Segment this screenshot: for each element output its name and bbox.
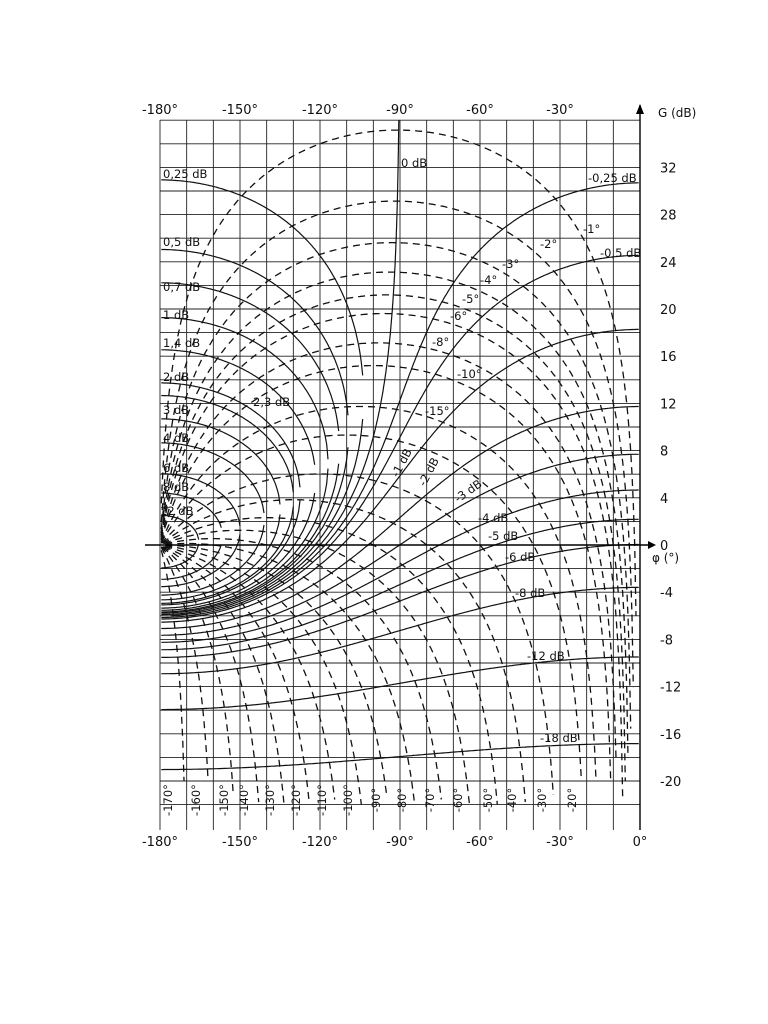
gain-label: 2,3 dB bbox=[253, 395, 291, 409]
phase-label-top: -8° bbox=[432, 335, 450, 349]
x-tick-bottom: -90° bbox=[386, 835, 414, 850]
y-tick: -8 bbox=[660, 633, 673, 649]
gain-label: -18 dB bbox=[540, 731, 578, 745]
y-tick: 8 bbox=[660, 444, 669, 460]
gain-label: -6 dB bbox=[505, 550, 536, 564]
gain-label: -3 dB bbox=[451, 476, 485, 506]
x-tick-bottom: 0° bbox=[632, 835, 648, 850]
phase-label-bottom: -160° bbox=[189, 784, 203, 816]
gain-label: -0,5 dB bbox=[600, 246, 642, 260]
gain-label: -12 dB bbox=[527, 649, 565, 663]
phase-label-top: -10° bbox=[457, 367, 482, 381]
gain-label: -0,25 dB bbox=[588, 171, 637, 185]
x-tick-bottom: -120° bbox=[301, 835, 339, 850]
phase-label-bottom: -150° bbox=[217, 784, 231, 816]
gain-label: -2 dB bbox=[415, 455, 442, 489]
x-tick-bottom: -180° bbox=[141, 835, 179, 850]
gain-label: 0,7 dB bbox=[163, 280, 201, 294]
phase-label-bottom: -130° bbox=[263, 784, 277, 816]
phase-label-bottom: -80° bbox=[395, 787, 409, 813]
y-tick: -20 bbox=[660, 775, 682, 790]
x-tick-top: -180° bbox=[141, 103, 179, 118]
phase-contour bbox=[165, 546, 361, 805]
y-tick: -4 bbox=[660, 586, 673, 602]
gain-label: 2 dB bbox=[163, 370, 190, 384]
phase-contour bbox=[161, 295, 625, 781]
phase-contour bbox=[161, 366, 610, 781]
chart-curves bbox=[160, 120, 641, 816]
gain-label: 8 dB bbox=[163, 480, 190, 494]
y-axis-title: G (dB) bbox=[658, 106, 697, 120]
phase-label-bottom: -40° bbox=[505, 787, 519, 813]
x-tick-bottom: -30° bbox=[546, 835, 574, 850]
phase-label-bottom: -100° bbox=[341, 784, 355, 816]
gain-label: -5 dB bbox=[488, 529, 519, 543]
phase-label-bottom: -170° bbox=[161, 784, 175, 816]
gain-contour bbox=[161, 515, 198, 539]
y-tick: 12 bbox=[660, 397, 677, 413]
y-tick: 4 bbox=[660, 491, 669, 507]
phase-label-bottom: -60° bbox=[451, 787, 465, 813]
x-tick-bottom: -60° bbox=[466, 835, 494, 850]
phase-label-top: -6° bbox=[450, 309, 468, 323]
phase-contour bbox=[161, 343, 616, 758]
gain-label: 12 dB bbox=[160, 504, 194, 518]
gain-label: -4 dB bbox=[478, 511, 509, 525]
y-axis-arrow bbox=[636, 104, 644, 114]
phase-label-bottom: -90° bbox=[369, 787, 383, 813]
gain-label: 0,5 dB bbox=[163, 235, 201, 249]
phase-label-top: -2° bbox=[540, 237, 558, 251]
y-tick: 24 bbox=[660, 255, 677, 271]
phase-label-bottom: -110° bbox=[315, 784, 329, 816]
x-axis-title: φ (°) bbox=[652, 551, 680, 565]
x-tick-top: -120° bbox=[301, 103, 339, 118]
gain-label: 4 dB bbox=[163, 431, 190, 445]
x-tick-top: -150° bbox=[221, 103, 259, 118]
y-tick: 0 bbox=[660, 539, 669, 554]
phase-label-top: -3° bbox=[502, 257, 520, 271]
phase-label-top: -5° bbox=[462, 292, 480, 306]
y-tick: 20 bbox=[660, 303, 677, 318]
y-tick: 28 bbox=[660, 208, 677, 224]
x-axis-arrow bbox=[648, 541, 656, 549]
phase-label-bottom: -120° bbox=[289, 784, 303, 816]
gain-contour bbox=[161, 545, 221, 580]
x-tick-top: -60° bbox=[466, 103, 494, 118]
y-tick: -16 bbox=[660, 727, 682, 743]
phase-label-top: -15° bbox=[425, 404, 450, 418]
gain-contour-0db bbox=[171, 120, 399, 616]
y-tick: -12 bbox=[660, 680, 682, 696]
x-tick-bottom: -150° bbox=[221, 835, 259, 850]
phase-label-bottom: -30° bbox=[535, 787, 549, 813]
gain-contour bbox=[161, 443, 264, 513]
phase-contour bbox=[164, 530, 469, 803]
phase-label-top: -4° bbox=[480, 273, 498, 287]
phase-label-bottom: -70° bbox=[423, 787, 437, 813]
gain-label: 1,4 dB bbox=[163, 336, 201, 350]
gain-label: 0 dB bbox=[401, 156, 428, 170]
y-tick: 16 bbox=[660, 350, 677, 366]
gain-label: 1 dB bbox=[163, 308, 190, 322]
phase-label-bottom: -50° bbox=[481, 787, 495, 813]
gain-label: 3 dB bbox=[163, 403, 190, 417]
phase-contour bbox=[161, 130, 636, 616]
phase-label-bottom: -140° bbox=[237, 784, 251, 816]
phase-label-bottom: -20° bbox=[565, 787, 579, 813]
gain-label: 0,25 dB bbox=[163, 167, 208, 181]
x-tick-top: -90° bbox=[386, 103, 414, 118]
gain-label: -8 dB bbox=[515, 586, 546, 600]
phase-label-top: -1° bbox=[583, 222, 601, 236]
y-tick: 32 bbox=[660, 161, 677, 177]
x-tick-top: -30° bbox=[546, 103, 574, 118]
gain-label: -1 dB bbox=[388, 446, 415, 480]
gain-label: 6 dB bbox=[163, 461, 190, 475]
phase-contour bbox=[161, 272, 628, 758]
